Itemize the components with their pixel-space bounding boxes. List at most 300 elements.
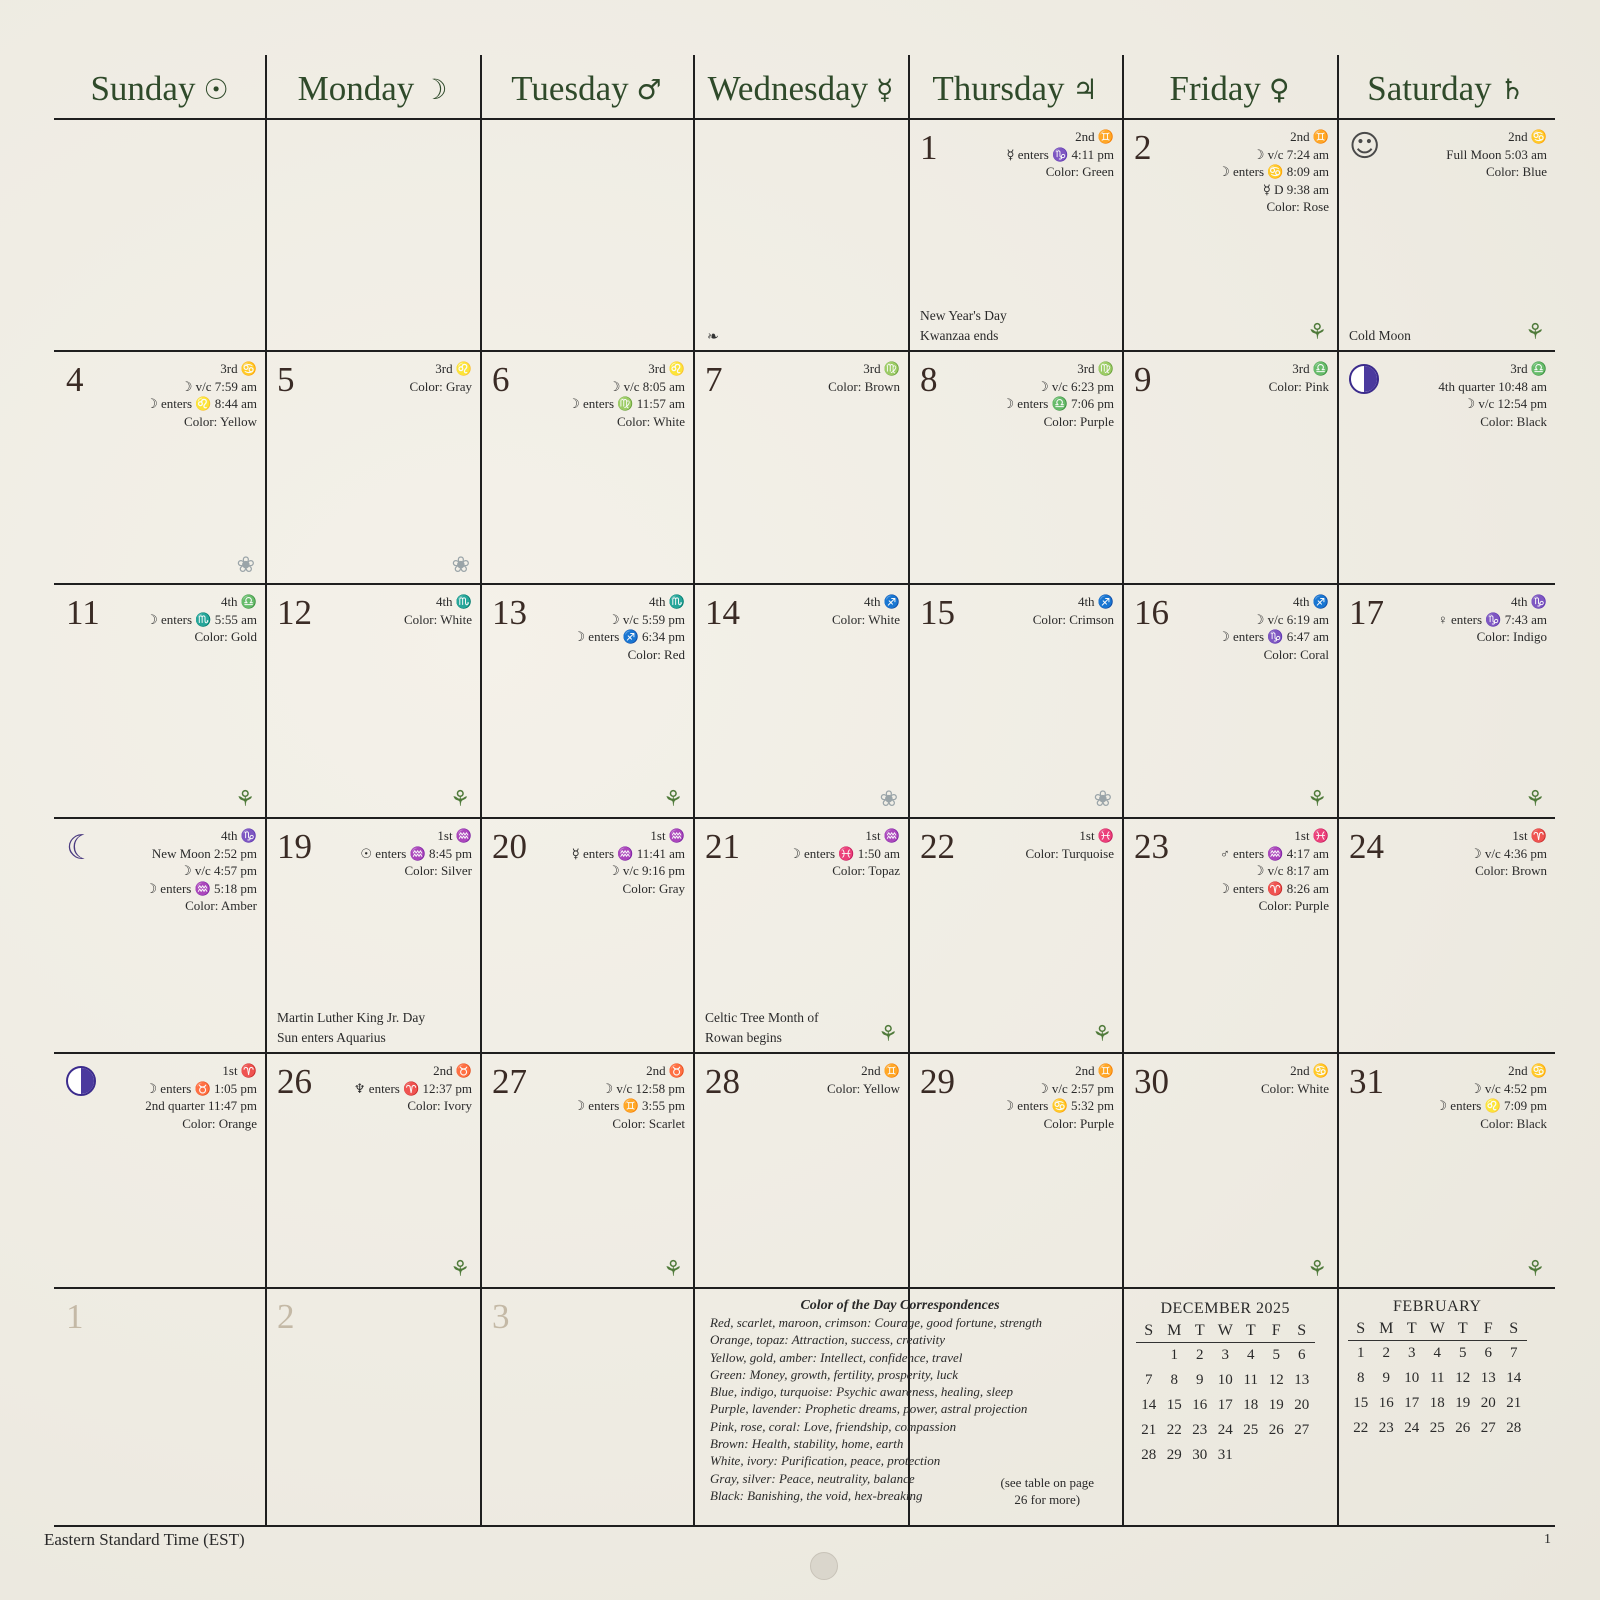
- correspondence-line: Gray, silver: Peace, neutrality, balance: [710, 1470, 915, 1486]
- day-cell[interactable]: [267, 120, 480, 350]
- astro-info: [573, 1062, 685, 1132]
- mini-weekday: T: [1194, 1322, 1205, 1339]
- day-cell[interactable]: [482, 585, 693, 817]
- holiday-note: [920, 306, 1007, 346]
- mini-calendar-weekdays: [1348, 1320, 1527, 1341]
- more-note-line: 26 for more): [1014, 1492, 1081, 1508]
- hanging-hole: [810, 1552, 838, 1580]
- mini-day: 4: [1433, 1345, 1441, 1361]
- astro-info-line: ☽ enters ♌ 7:09 pm: [1435, 1098, 1547, 1113]
- holiday-note-line: Sun enters Aquarius: [277, 1030, 386, 1045]
- mini-weekday: M: [1167, 1322, 1182, 1339]
- astro-info-line: Color: White: [616, 413, 685, 429]
- day-number: 26: [277, 1062, 312, 1101]
- weekday-header-tuesday: [480, 58, 693, 120]
- next-month-day-cell[interactable]: [267, 1289, 480, 1525]
- astro-info-line: 3rd ♋: [220, 361, 257, 376]
- astro-info-line: ☽ v/c 7:59 am: [180, 378, 257, 394]
- astro-info-line: 4th ♎: [220, 594, 257, 609]
- mini-day: 7: [1510, 1345, 1518, 1361]
- planet-symbol-icon: ♀: [1268, 72, 1290, 106]
- holiday-note-line: Kwanzaa ends: [920, 328, 999, 343]
- mini-day: 24: [1217, 1422, 1233, 1438]
- holiday-note-line: Celtic Tree Month of: [705, 1010, 819, 1025]
- weekday-header-thursday: [908, 58, 1122, 120]
- planet-symbol-icon: ♃: [1072, 72, 1098, 106]
- astro-info: [1007, 128, 1114, 181]
- mini-day: 22: [1166, 1422, 1182, 1438]
- mini-day: 26: [1455, 1420, 1471, 1436]
- day-cell[interactable]: [267, 585, 480, 817]
- mini-weekday: F: [1483, 1320, 1493, 1337]
- correspondence-line: Orange, topaz: Attraction, success, creativity: [710, 1332, 946, 1348]
- correspondence-line: White, ivory: Purification, peace, protection: [710, 1453, 941, 1469]
- day-cell[interactable]: [910, 1054, 1122, 1287]
- mini-calendar: [1348, 1298, 1527, 1437]
- astro-info-line: Color: Orange: [182, 1115, 257, 1131]
- mini-day: 14: [1506, 1370, 1522, 1386]
- astro-info-line: Color: Black: [1480, 1115, 1547, 1131]
- day-number: 24: [1349, 827, 1384, 866]
- weekday-name: Monday: [297, 69, 415, 108]
- day-cell[interactable]: [56, 819, 265, 1052]
- lotus-icon: ❀: [879, 787, 898, 812]
- day-cell[interactable]: [695, 819, 908, 1052]
- mini-day: 2: [1382, 1345, 1390, 1361]
- astro-info-line: 2nd ♊: [1075, 1063, 1114, 1078]
- astro-info: [145, 827, 257, 915]
- mini-day: 27: [1480, 1420, 1496, 1436]
- astro-info: [573, 593, 685, 663]
- astro-info-line: Color: Brown: [828, 378, 900, 394]
- astro-info-line: Color: Silver: [404, 863, 472, 878]
- astro-info-line: Color: Yellow: [827, 1080, 900, 1096]
- sprout-icon: ⚘: [450, 787, 470, 812]
- weekday-name: Saturday: [1367, 69, 1492, 108]
- astro-info-line: Color: Brown: [1475, 863, 1547, 878]
- holiday-note-line: Rowan begins: [705, 1030, 782, 1045]
- day-number: 21: [705, 827, 740, 866]
- weekday-header-wednesday: [693, 58, 908, 120]
- astro-info-line: 4th ♐: [863, 594, 900, 609]
- astro-info-line: 2nd quarter 11:47 pm: [145, 1098, 257, 1113]
- sprout-icon: ⚘: [1525, 787, 1545, 812]
- astro-info-line: ☽ v/c 12:58 pm: [601, 1080, 685, 1096]
- mini-calendar-weekdays: [1136, 1322, 1315, 1343]
- day-cell[interactable]: [695, 585, 908, 817]
- astro-info-line: 4th quarter 10:48 am: [1438, 378, 1547, 394]
- day-cell[interactable]: [910, 819, 1122, 1052]
- moon-shade: [81, 1068, 94, 1094]
- astro-info: [354, 1062, 472, 1115]
- mini-day: 18: [1429, 1395, 1445, 1411]
- holiday-note-line: New Year's Day: [920, 308, 1007, 323]
- mini-weekday: T: [1457, 1320, 1468, 1337]
- mini-day: 6: [1484, 1345, 1492, 1361]
- astro-info-line: Color: Turquoise: [1025, 845, 1114, 861]
- astro-info-line: ☽ enters ♑ 6:47 am: [1218, 629, 1329, 644]
- astro-info-line: Color: Indigo: [1476, 629, 1547, 644]
- day-cell[interactable]: [482, 819, 693, 1052]
- astro-info-line: Color: Red: [627, 646, 685, 662]
- mini-day: 19: [1455, 1395, 1471, 1411]
- mini-day: 31: [1217, 1447, 1233, 1463]
- day-number: 30: [1134, 1062, 1169, 1101]
- next-month-day-cell[interactable]: [56, 1289, 265, 1525]
- holiday-note: [277, 1008, 425, 1048]
- astro-info-line: ☽ v/c 9:16 pm: [607, 863, 685, 878]
- mini-day: 27: [1294, 1422, 1310, 1438]
- mini-day: 10: [1404, 1370, 1420, 1386]
- astro-info: [568, 360, 685, 430]
- mini-day: 28: [1141, 1447, 1157, 1463]
- mini-day: 16: [1378, 1395, 1394, 1411]
- day-cell[interactable]: [695, 1054, 908, 1287]
- day-number: 2: [1134, 128, 1152, 167]
- mini-weekday: S: [1144, 1322, 1154, 1339]
- astro-info-line: Color: Crimson: [1032, 611, 1114, 627]
- mini-day: 19: [1268, 1397, 1284, 1413]
- mini-weekday: M: [1379, 1320, 1394, 1337]
- astro-info-line: 2nd ♉: [433, 1063, 472, 1078]
- correspondences-title: Color of the Day Correspondences: [800, 1298, 1000, 1313]
- astro-info-line: ☽ enters ♓ 1:50 am: [789, 845, 900, 861]
- astro-info-line: ☽ enters ♌ 8:44 am: [146, 396, 257, 411]
- astro-info: [1438, 360, 1547, 430]
- astro-info-line: Color: Amber: [185, 898, 257, 913]
- astro-info-line: 4th ♏: [435, 594, 472, 609]
- weekday-name: Friday: [1169, 69, 1261, 108]
- day-cell[interactable]: [910, 585, 1122, 817]
- astro-info-line: Color: White: [403, 611, 472, 627]
- astro-info-line: ☿ enters ♑ 4:11 pm: [1006, 146, 1114, 162]
- day-number: 8: [920, 360, 938, 399]
- astro-info-line: Color: Yellow: [184, 413, 257, 429]
- day-cell[interactable]: [1339, 120, 1555, 350]
- astro-info-line: Color: Gray: [409, 378, 472, 394]
- mini-weekday: F: [1271, 1322, 1281, 1339]
- astro-info-line: 2nd ♋: [1290, 1063, 1329, 1078]
- day-cell[interactable]: [56, 1054, 265, 1287]
- astro-info-line: Color: Gray: [622, 880, 685, 896]
- mini-day: 17: [1217, 1397, 1233, 1413]
- day-cell[interactable]: [1339, 352, 1555, 583]
- astro-info-line: Color: White: [831, 611, 900, 627]
- mini-weekday: W: [1217, 1322, 1233, 1339]
- mini-day: [1136, 1347, 1162, 1364]
- astro-info: [828, 360, 900, 395]
- astro-info-line: ☽ enters ♏ 5:55 am: [146, 611, 257, 627]
- astro-info-line: ♆ enters ♈ 12:37 pm: [353, 1080, 472, 1096]
- astro-info: [1026, 827, 1115, 862]
- planet-symbol-icon: ♂: [636, 72, 662, 106]
- mini-day: 26: [1268, 1422, 1284, 1438]
- sprout-icon: ⚘: [235, 787, 255, 812]
- day-number: 15: [920, 593, 955, 632]
- day-cell[interactable]: [1124, 1054, 1337, 1287]
- day-cell[interactable]: [1124, 819, 1337, 1052]
- mini-day: 9: [1196, 1372, 1204, 1388]
- astro-info-line: 4th ♑: [220, 828, 257, 843]
- astro-info: [827, 1062, 900, 1097]
- holiday-note: [705, 1008, 819, 1048]
- astro-info: [1435, 1062, 1547, 1132]
- astro-info-line: Color: Green: [1045, 164, 1114, 179]
- correspondence-line: Green: Money, growth, fertility, prosperity, luck: [710, 1366, 959, 1382]
- day-number: 14: [705, 593, 740, 632]
- weekday-header-sunday: [54, 58, 265, 120]
- day-cell[interactable]: [1124, 120, 1337, 350]
- day-number: 1: [920, 128, 938, 167]
- day-cell[interactable]: [1339, 819, 1555, 1052]
- mini-day: 15: [1353, 1395, 1369, 1411]
- astro-info: [410, 360, 472, 395]
- day-cell[interactable]: [267, 819, 480, 1052]
- mini-calendar-days: [1136, 1347, 1315, 1464]
- astro-info-line: ☽ enters ♎ 7:06 pm: [1002, 396, 1114, 411]
- astro-info: [1218, 128, 1329, 216]
- astro-info-line: ☽ v/c 6:19 am: [1252, 611, 1329, 627]
- mini-day: 22: [1353, 1420, 1369, 1436]
- astro-info-line: 3rd ♎: [1292, 361, 1329, 376]
- planet-symbol-icon: ☽: [422, 72, 448, 106]
- astro-info: [404, 593, 472, 628]
- day-number: 28: [705, 1062, 740, 1101]
- astro-info-line: Color: Ivory: [407, 1098, 472, 1113]
- astro-info: [1002, 360, 1114, 430]
- mini-day: 5: [1272, 1347, 1280, 1363]
- sprout-icon: ⚘: [1525, 320, 1545, 345]
- day-cell[interactable]: [1124, 585, 1337, 817]
- sprout-icon: ⚘: [1307, 787, 1327, 812]
- mini-day: 24: [1404, 1420, 1420, 1436]
- holiday-note-line: Martin Luther King Jr. Day: [277, 1010, 426, 1025]
- day-cell[interactable]: [695, 352, 908, 583]
- astro-info-line: Color: Black: [1480, 413, 1547, 429]
- day-number: 13: [492, 593, 527, 632]
- moon-shade: [1364, 366, 1377, 392]
- mini-day: 23: [1378, 1420, 1394, 1436]
- astro-info: [146, 593, 257, 646]
- day-cell[interactable]: [910, 120, 1122, 350]
- astro-info-line: Color: Purple: [1043, 413, 1114, 429]
- mini-calendar-title: DECEMBER 2025: [1160, 1300, 1291, 1317]
- first-quarter-moon-icon: [66, 1066, 96, 1096]
- mini-day: 1: [1170, 1347, 1178, 1363]
- astro-info-line: ☽ enters ♋ 5:32 pm: [1002, 1098, 1114, 1113]
- astro-info-line: ☿ enters ♒ 11:41 am: [571, 845, 685, 861]
- mini-weekday: S: [1509, 1320, 1519, 1337]
- sprout-icon: ⚘: [1307, 320, 1327, 345]
- mini-day: 30: [1192, 1447, 1208, 1463]
- mini-day: 14: [1141, 1397, 1157, 1413]
- mini-day: 8: [1357, 1370, 1365, 1386]
- mini-day: 5: [1459, 1345, 1467, 1361]
- mini-day: 29: [1166, 1447, 1182, 1463]
- day-cell[interactable]: [482, 120, 693, 350]
- correspondence-line: Purple, lavender: Prophetic dreams, power, astral projection: [710, 1401, 1028, 1417]
- day-cell[interactable]: [267, 1054, 480, 1287]
- astro-info-line: ☽ enters ♊ 3:55 pm: [573, 1098, 685, 1113]
- day-number: 5: [277, 360, 295, 399]
- day-cell[interactable]: [1124, 352, 1337, 583]
- astro-info: [145, 1062, 257, 1132]
- day-cell[interactable]: [695, 120, 908, 350]
- astro-info-line: 2nd ♊: [1290, 129, 1329, 144]
- mini-weekday: T: [1245, 1322, 1256, 1339]
- astro-info-line: ☽ v/c 12:54 pm: [1463, 396, 1547, 411]
- mini-day: 12: [1268, 1372, 1284, 1388]
- day-cell[interactable]: [56, 585, 265, 817]
- day-cell[interactable]: [56, 352, 265, 583]
- holiday-note: [1349, 326, 1411, 346]
- planet-symbol-icon: ☿: [876, 72, 894, 106]
- mini-day: 4: [1247, 1347, 1255, 1363]
- correspondences-more-note: [1001, 1474, 1094, 1508]
- day-number: 20: [492, 827, 527, 866]
- astro-info-line: ☽ v/c 4:52 pm: [1469, 1080, 1547, 1096]
- holiday-note-line: Cold Moon: [1349, 328, 1411, 343]
- astro-info-line: 3rd ♌: [435, 361, 472, 376]
- color-correspondences: [710, 1298, 1110, 1508]
- page-number: 1: [1544, 1532, 1551, 1547]
- day-cell[interactable]: [1339, 585, 1555, 817]
- astro-info-line: 1st ♒: [650, 828, 685, 843]
- astro-info-line: 1st ♓: [1294, 828, 1329, 843]
- day-cell[interactable]: [910, 352, 1122, 583]
- astro-info-line: 2nd ♊: [861, 1063, 900, 1078]
- day-cell[interactable]: [267, 352, 480, 583]
- mini-day: 16: [1192, 1397, 1208, 1413]
- astro-info: [789, 827, 900, 880]
- sprout-icon: ⚘: [450, 1257, 470, 1282]
- day-number: 6: [492, 360, 510, 399]
- day-cell[interactable]: [482, 1054, 693, 1287]
- mini-day: 25: [1429, 1420, 1445, 1436]
- mini-day: 1: [1357, 1345, 1365, 1361]
- day-cell[interactable]: [56, 120, 265, 350]
- mini-day: 13: [1294, 1372, 1310, 1388]
- astro-info-line: ☽ enters ♐ 6:34 pm: [573, 629, 685, 644]
- mini-weekday: S: [1297, 1322, 1307, 1339]
- astro-info-line: ☽ enters ♋ 8:09 am: [1218, 164, 1329, 179]
- astro-info-line: ♀ enters ♑ 7:43 am: [1438, 611, 1547, 627]
- day-number: 27: [492, 1062, 527, 1101]
- astro-info-line: ☽ v/c 4:57 pm: [179, 863, 257, 878]
- correspondence-line: Brown: Health, stability, home, earth: [710, 1436, 904, 1452]
- lotus-icon: ❀: [1093, 787, 1112, 812]
- astro-info-line: 3rd ♍: [863, 361, 900, 376]
- astro-info: [572, 827, 685, 897]
- astro-info-line: Color: Rose: [1266, 199, 1329, 214]
- mini-weekday: W: [1429, 1320, 1445, 1337]
- day-number: 12: [277, 593, 312, 632]
- day-number: 29: [920, 1062, 955, 1101]
- astro-info-line: 4th ♑: [1510, 594, 1547, 609]
- astro-info-line: ☽ v/c 6:23 pm: [1036, 378, 1114, 394]
- astro-info-line: 1st ♓: [1079, 828, 1114, 843]
- weekday-header-monday: [265, 58, 480, 120]
- astro-info-line: ☽ enters ♒ 5:18 pm: [145, 880, 257, 896]
- next-month-day-cell[interactable]: [482, 1289, 693, 1525]
- day-cell[interactable]: [482, 352, 693, 583]
- astro-info: [832, 593, 900, 628]
- day-number: 9: [1134, 360, 1152, 399]
- day-number: 17: [1349, 593, 1384, 632]
- mini-day: 9: [1382, 1370, 1390, 1386]
- astro-info: [1438, 593, 1547, 646]
- astro-info-line: 2nd ♊: [1075, 129, 1114, 144]
- astro-info-line: Full Moon 5:03 am: [1446, 146, 1547, 162]
- weekday-name: Tuesday: [511, 69, 629, 108]
- more-note-line: (see table on page: [1000, 1475, 1094, 1491]
- mini-day: 7: [1145, 1372, 1153, 1388]
- weekday-name: Sunday: [90, 69, 196, 108]
- sprout-icon: ⚘: [1525, 1257, 1545, 1282]
- correspondence-line: Black: Banishing, the void, hex-breaking: [710, 1487, 923, 1503]
- day-number: 7: [705, 360, 723, 399]
- mini-day: 11: [1243, 1372, 1258, 1388]
- mini-day: 2: [1196, 1347, 1204, 1363]
- day-cell[interactable]: [1339, 1054, 1555, 1287]
- astro-info: [1218, 593, 1329, 663]
- correspondence-line: Red, scarlet, maroon, crimson: Courage, good fortune, strength: [710, 1315, 1042, 1330]
- astro-info-line: ☽ v/c 7:24 am: [1252, 146, 1329, 162]
- mini-day: 11: [1430, 1370, 1445, 1386]
- day-number: 22: [920, 827, 955, 866]
- weekday-name: Thursday: [932, 69, 1065, 108]
- new-moon-icon: ☾: [66, 828, 97, 868]
- sprout-icon: ⚘: [878, 1022, 898, 1047]
- astro-info-line: New Moon 2:52 pm: [151, 845, 257, 861]
- mini-day: 3: [1408, 1345, 1416, 1361]
- astro-info-line: Color: Purple: [1258, 898, 1329, 913]
- planet-symbol-icon: ♄: [1499, 72, 1525, 106]
- weekday-header-saturday: [1337, 58, 1555, 120]
- astro-info-line: 1st ♒: [437, 828, 472, 843]
- astro-info-line: ☽ v/c 8:17 am: [1252, 863, 1329, 878]
- mini-day: 18: [1243, 1397, 1259, 1413]
- lotus-icon: ❀: [236, 553, 255, 578]
- astro-info: [146, 360, 257, 430]
- mini-calendar: [1136, 1300, 1315, 1464]
- weekday-header-friday: [1122, 58, 1337, 120]
- mini-calendar-title: FEBRUARY: [1393, 1298, 1482, 1315]
- mini-day: 12: [1455, 1370, 1471, 1386]
- astro-info-line: Color: Purple: [1043, 1115, 1114, 1131]
- mini-day: 6: [1298, 1347, 1306, 1363]
- mini-day: 20: [1294, 1397, 1310, 1413]
- lotus-icon: ❀: [451, 553, 470, 578]
- astro-info-line: 3rd ♍: [1077, 361, 1114, 376]
- astro-info-line: 2nd ♋: [1508, 1063, 1547, 1078]
- mini-day: 25: [1243, 1422, 1259, 1438]
- astro-info-line: Color: Blue: [1485, 164, 1547, 179]
- astro-info-line: Color: Topaz: [832, 863, 900, 878]
- astro-info-line: 1st ♈: [222, 1063, 257, 1078]
- astro-info: [1446, 128, 1547, 181]
- grid-horizontal-line: [54, 1525, 1555, 1527]
- astro-info-line: 4th ♏: [648, 594, 685, 609]
- astro-info-line: Color: White: [1260, 1080, 1329, 1096]
- astro-info-line: Color: Coral: [1263, 646, 1329, 662]
- astro-info: [1218, 827, 1329, 915]
- astro-info-line: ☽ enters ♍ 11:57 am: [568, 396, 685, 411]
- mini-day: 20: [1480, 1395, 1496, 1411]
- day-number: 23: [1134, 827, 1169, 866]
- astro-info-line: ☽ v/c 2:57 pm: [1036, 1080, 1114, 1096]
- timezone-label: Eastern Standard Time (EST): [44, 1530, 245, 1549]
